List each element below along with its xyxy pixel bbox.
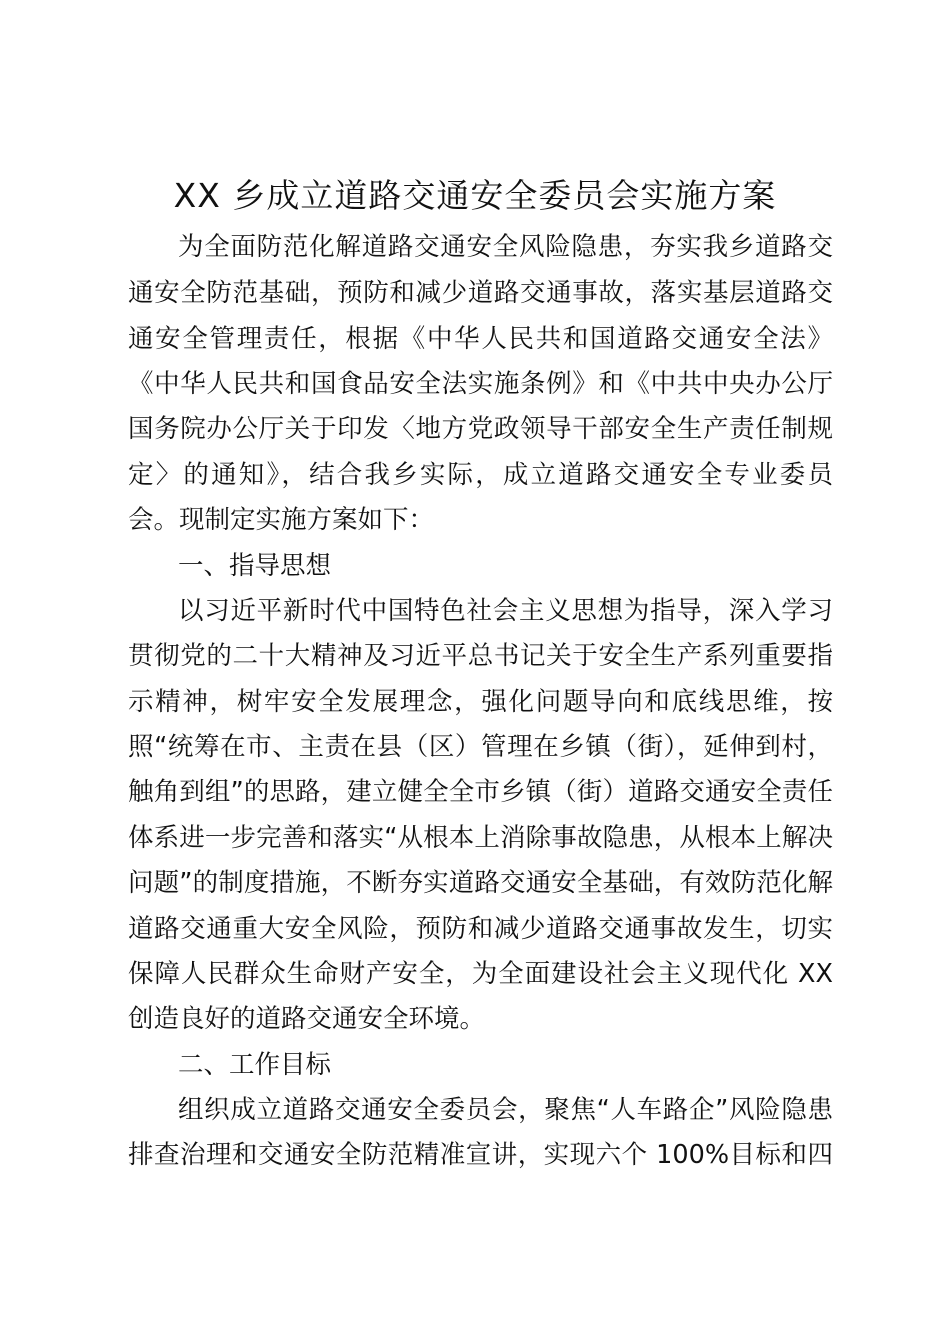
section-heading-guiding-ideology: 一、指导思想 [178, 551, 332, 581]
intro-line-7: 会。现制定实施方案如下： [128, 505, 435, 535]
intro-line-3: 通安全管理责任，根据《中华人民共和国道路交通安全法》 [128, 324, 833, 354]
section1-line-9: 保障人民群众生命财产安全，为全面建设社会主义现代化 XX [128, 959, 833, 989]
section1-line-8: 道路交通重大安全风险，预防和减少道路交通事故发生，切实 [128, 914, 833, 944]
intro-line-4: 《中华人民共和国食品安全法实施条例》和《中共中央办公厅 [128, 369, 833, 399]
section-heading-work-goals: 二、工作目标 [178, 1050, 332, 1080]
section1-line-4: 照“统筹在市、主责在县（区）管理在乡镇（街），延伸到村， [128, 732, 833, 762]
section1-line-7: 问题”的制度措施，不断夯实道路交通安全基础，有效防范化解 [128, 868, 833, 898]
section1-line-5: 触角到组”的思路，建立健全全市乡镇（街）道路交通安全责任 [128, 777, 833, 807]
intro-line-2: 通安全防范基础，预防和减少道路交通事故，落实基层道路交 [128, 278, 833, 308]
section1-line-1: 以习近平新时代中国特色社会主义思想为指导，深入学习 [178, 596, 833, 626]
intro-line-5: 国务院办公厅关于印发〈地方党政领导干部安全生产责任制规 [128, 414, 833, 444]
section1-line-2: 贯彻党的二十大精神及习近平总书记关于安全生产系列重要指 [128, 641, 833, 671]
section2-line-1: 组织成立道路交通安全委员会，聚焦“人车路企”风险隐患 [178, 1095, 833, 1125]
section2-line-2: 排查治理和交通安全防范精准宣讲，实现六个 100%目标和四 [128, 1140, 833, 1170]
intro-line-1: 为全面防范化解道路交通安全风险隐患，夯实我乡道路交 [178, 232, 833, 262]
document-title: XX 乡成立道路交通安全委员会实施方案 [173, 176, 777, 215]
section1-line-10: 创造良好的道路交通安全环境。 [128, 1004, 486, 1034]
section1-line-6: 体系进一步完善和落实“从根本上消除事故隐患，从根本上解决 [128, 823, 833, 853]
intro-line-6: 定〉的通知》，结合我乡实际，成立道路交通安全专业委员 [128, 460, 833, 490]
section1-line-3: 示精神，树牢安全发展理念，强化问题导向和底线思维，按 [128, 687, 833, 717]
